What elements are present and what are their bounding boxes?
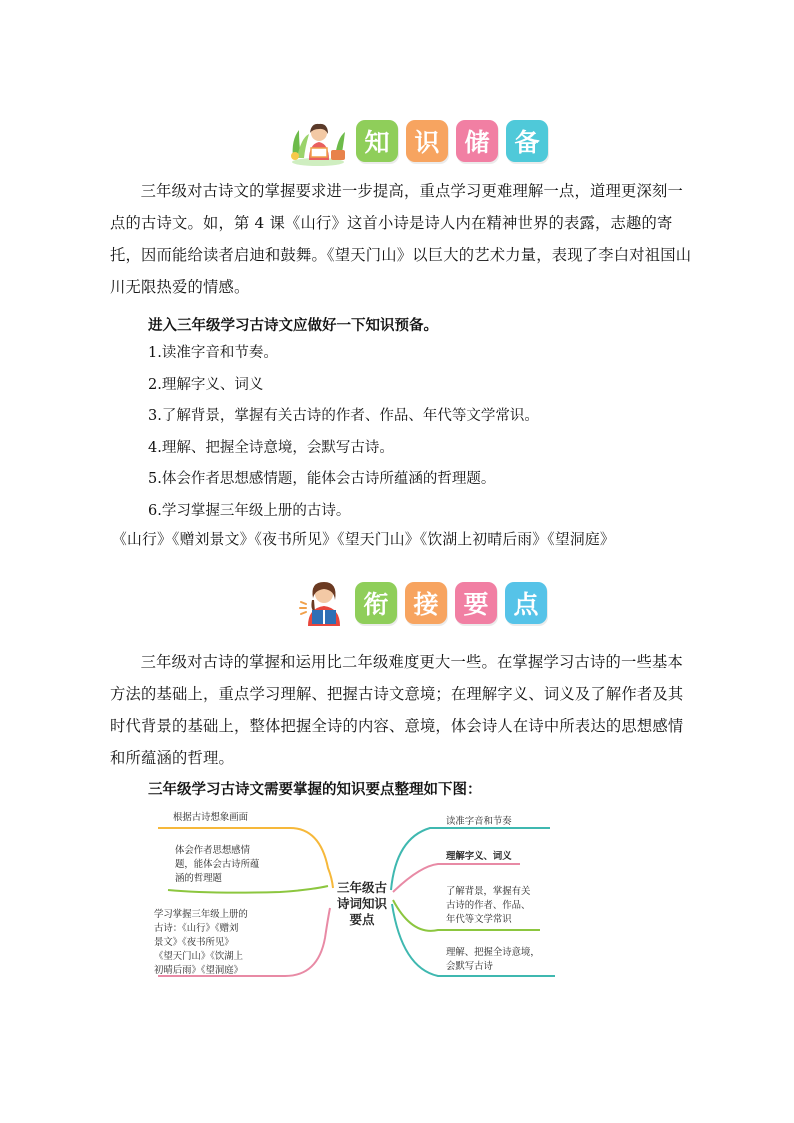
- list-item: 2.理解字义、词义: [148, 376, 264, 393]
- list-item: 6.学习掌握三年级上册的古诗。: [148, 502, 351, 519]
- title-tile: 点: [505, 582, 547, 624]
- list-item: 4.理解、把握全诗意境，会默写古诗。: [148, 439, 394, 456]
- mindmap-node-left: 学习掌握三年级上册的 古诗：《山行》《赠刘 景文》《夜书所见》 《望天门山》《饮湖上 初晴后雨》《望洞庭》: [154, 909, 248, 976]
- list-item: 1.读准字音和节奏。: [148, 345, 278, 361]
- section-header-connection: [0, 578, 794, 636]
- mindmap-center-line: 诗词知识: [336, 896, 387, 911]
- mindmap-center-line: 三年级古: [336, 880, 387, 895]
- branch-line: [168, 886, 328, 893]
- mindmap-center-line: 要点: [349, 912, 375, 927]
- section2-intro: 三年级学习古诗文需要掌握的知识要点整理如下图：: [148, 781, 482, 798]
- list-item: 3.了解背景，掌握有关古诗的作者、作品、年代等文学常识。: [148, 408, 539, 424]
- mindmap-node-left: 体会作者思想感情 题，能体会古诗所蕴 涵的哲理题: [175, 845, 260, 884]
- mindmap-center: [330, 880, 394, 928]
- section1-paragraph: 三年级对古诗文的掌握要求进一步提高，重点学习更难理解一点，道理更深刻一点的古诗文。如，第 4 课《山行》这首小诗是诗人内在精神世界的表露，志趣的寄托，因而能给读者启迪和鼓舞。《望天门山》以巨大的艺术力量，表现了李白对祖国山川无限热爱的情感。: [110, 182, 692, 296]
- section1-intro: 进入三年级学习古诗文应做好一下知识预备。: [148, 317, 438, 334]
- section-header-knowledge: [0, 120, 794, 178]
- list-item: 5.体会作者思想感情题，能体会古诗所蕴涵的哲理题。: [148, 471, 496, 487]
- title-tile: 备: [506, 120, 548, 162]
- poem-titles: 《山行》《赠刘景文》《夜书所见》《望天门山》《饮湖上初晴后雨》《望洞庭》: [112, 531, 615, 548]
- title-tile: 要: [455, 582, 497, 624]
- title-tile: 识: [406, 120, 448, 162]
- girl-reading-plants-illustration: [287, 120, 349, 166]
- teacher-with-book-illustration: [298, 578, 350, 628]
- mindmap-node-right: 了解背景，掌握有关 古诗的作者、作品、 年代等文学常识: [446, 886, 531, 925]
- section2-paragraph: 三年级对古诗的掌握和运用比二年级难度更大一些。在掌握学习古诗的一些基本方法的基础上，重点学习理解、把握古诗文意境；在理解字义、词义及了解作者及其时代背景的基础上，整体把握全诗的内容、意境，体会诗人在诗中所表达的思想感情和所蕴涵的哲理。: [110, 653, 684, 767]
- title-tile: 衔: [355, 582, 397, 624]
- section-title-tiles: [355, 582, 547, 624]
- title-tile: 储: [456, 120, 498, 162]
- title-tile: 接: [405, 582, 447, 624]
- section-title-tiles: [356, 120, 548, 162]
- mindmap-node-left: 根据古诗想象画面: [173, 812, 249, 823]
- prep-list: [148, 343, 539, 532]
- mindmap-node-right: 理解、把握全诗意境， 会默写古诗: [446, 947, 540, 972]
- mindmap-node-right: 理解字义、词义: [446, 851, 512, 862]
- title-tile: 知: [356, 120, 398, 162]
- mindmap-node-right: 读准字音和节奏: [446, 816, 512, 827]
- knowledge-mindmap: [150, 808, 560, 988]
